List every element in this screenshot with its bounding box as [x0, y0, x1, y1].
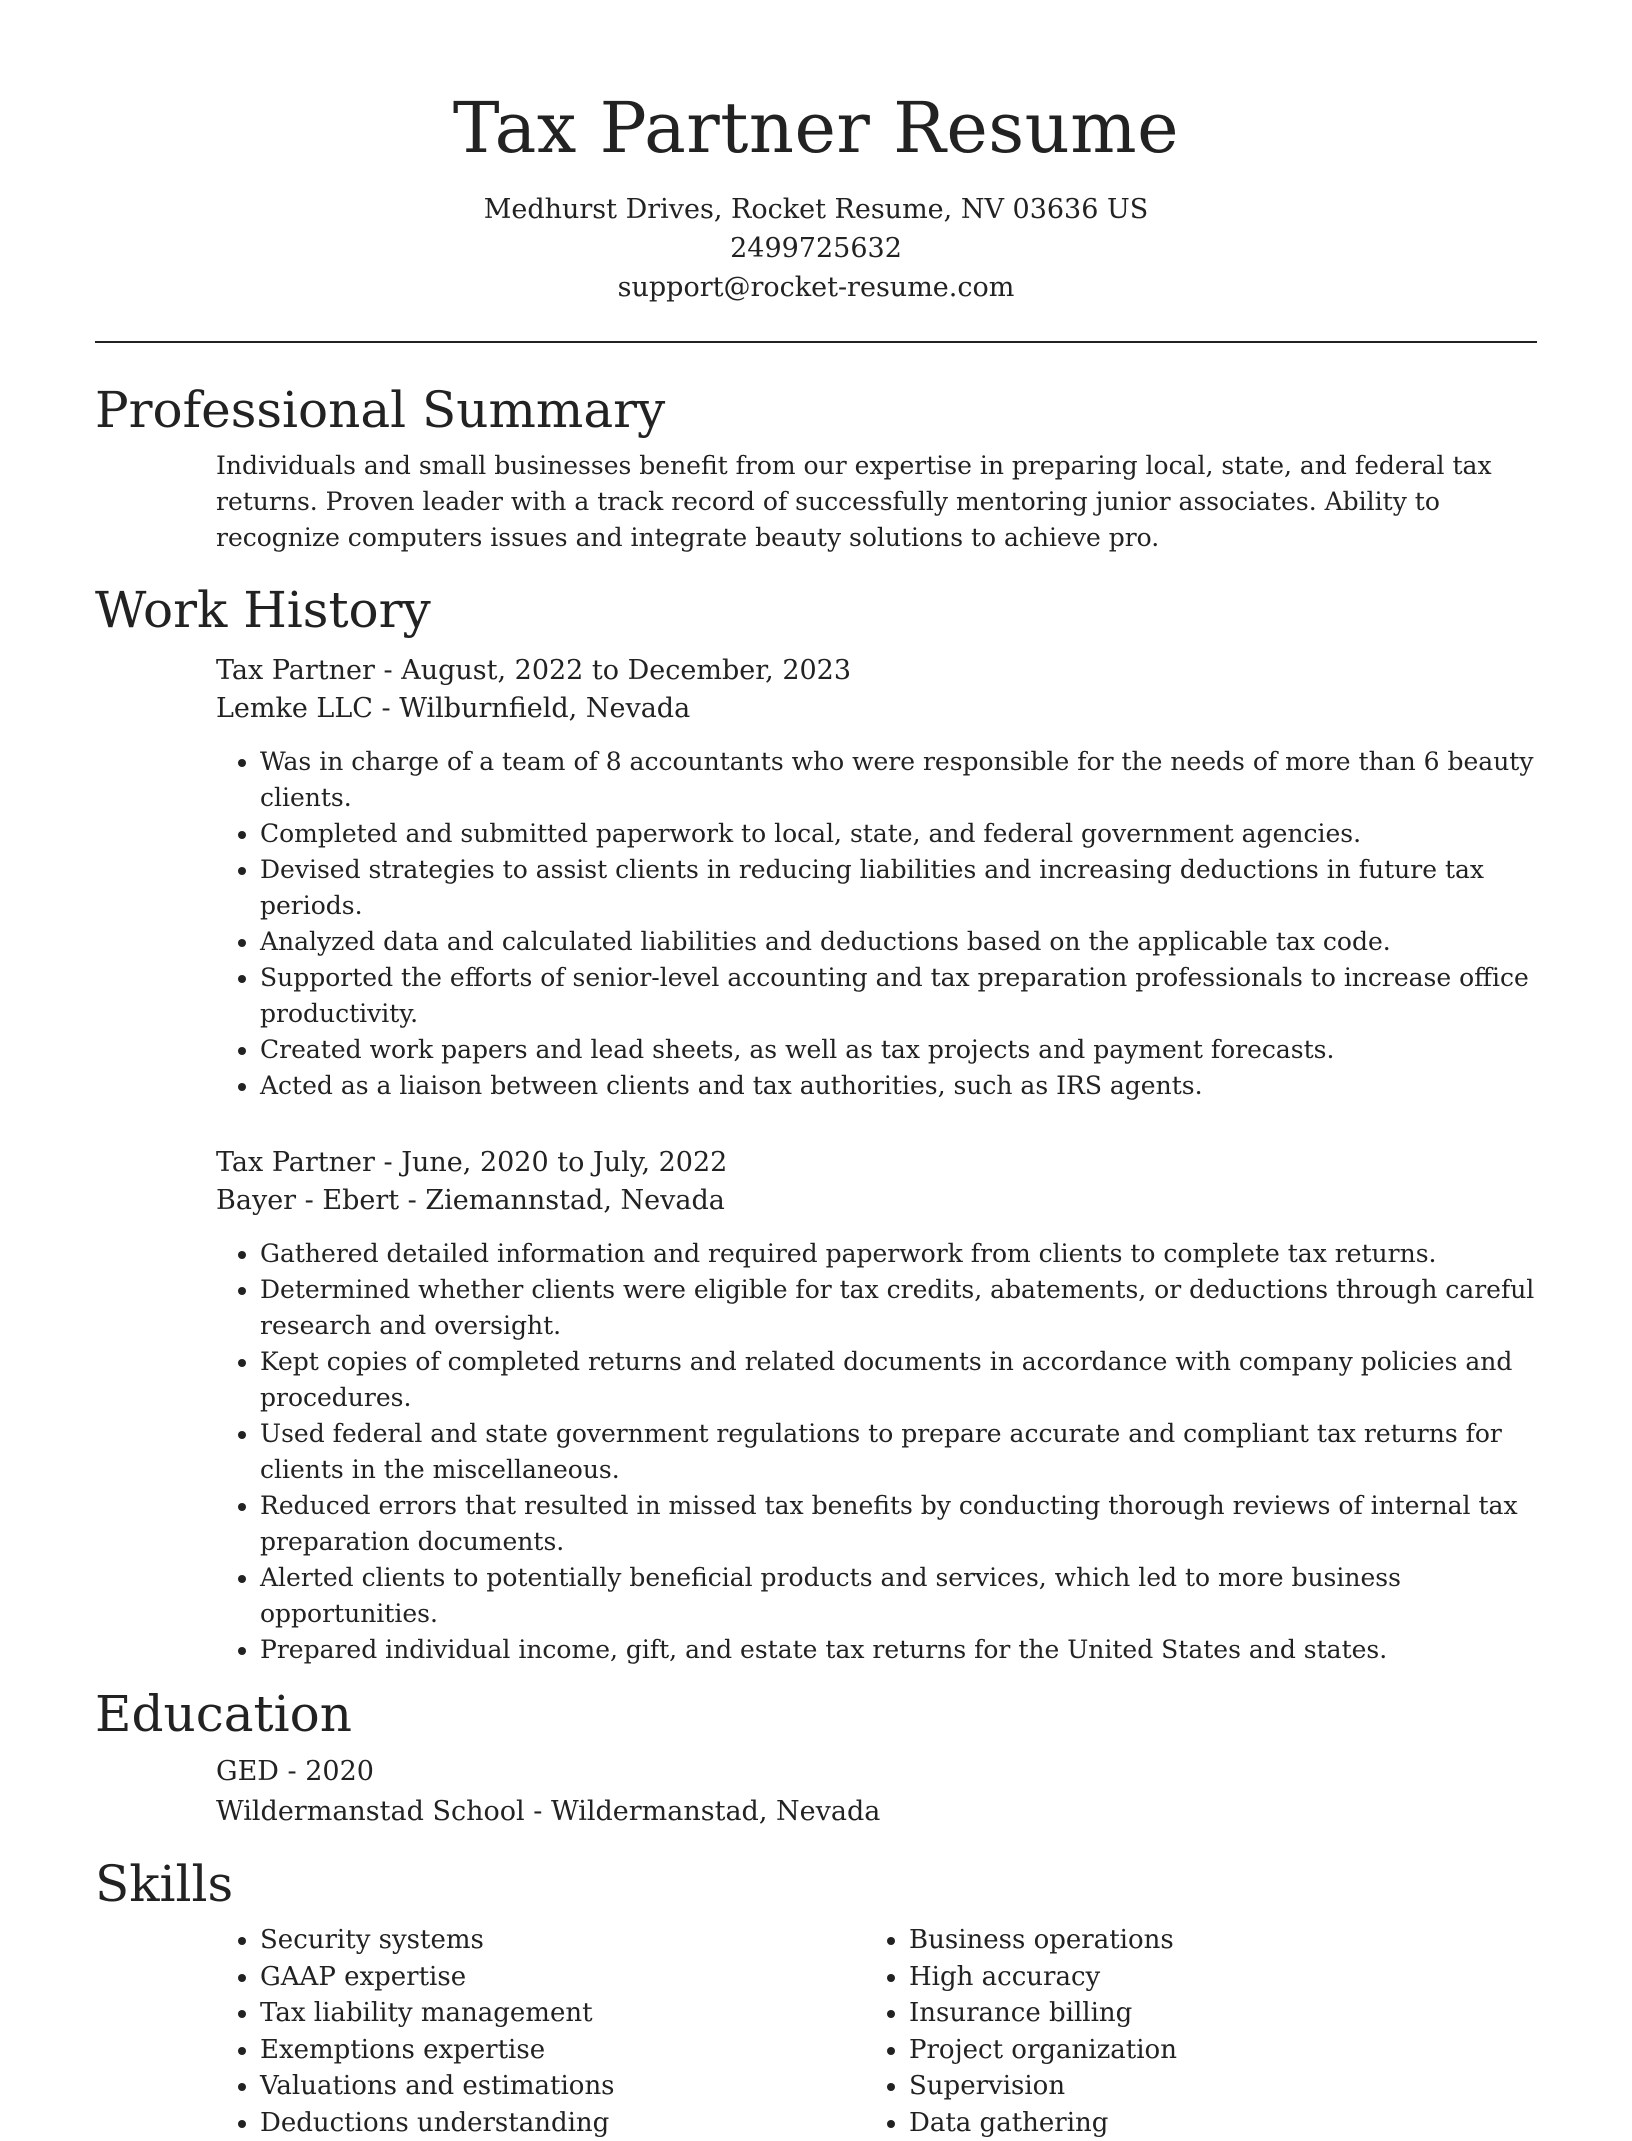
- skill-item: • Tax liability management: [260, 1995, 865, 2032]
- job-dates: August, 2022 to December, 2023: [401, 655, 851, 686]
- education-degree-line: GED - 2020: [216, 1752, 1537, 1792]
- job-company-line: Lemke LLC - Wilburnfield, Nevada: [216, 690, 1537, 728]
- contact-phone: 2499725632: [0, 229, 1632, 268]
- job-location: Ziemannstad, Nevada: [425, 1185, 724, 1216]
- job-bullet: • Was in charge of a team of 8 accountants who were responsible for the needs of more than 6 beauty clients.: [260, 744, 1537, 816]
- summary-section: [95, 378, 1537, 556]
- skills-list-left: [216, 1922, 865, 2141]
- summary-heading: Professional Summary: [95, 378, 1537, 442]
- job-bullet: • Acted as a liaison between clients and tax authorities, such as IRS agents.: [260, 1068, 1537, 1104]
- job-company: Bayer - Ebert: [216, 1185, 399, 1216]
- skill-item: • Project organization: [909, 2032, 1529, 2069]
- skill-item: • GAAP expertise: [260, 1959, 865, 1996]
- job-bullets: [216, 1236, 1537, 1668]
- job-bullet: • Used federal and state government regulations to prepare accurate and compliant tax returns for clients in the miscellaneous.: [260, 1416, 1537, 1488]
- job-bullet: • Completed and submitted paperwork to local, state, and federal government agencies.: [260, 816, 1537, 852]
- work-history-heading: Work History: [95, 578, 1537, 642]
- work-history-body: [216, 652, 1537, 1668]
- job-title-line: Tax Partner - August, 2022 to December, 2023: [216, 652, 1537, 690]
- skill-item: • Security systems: [260, 1922, 865, 1959]
- job-bullet: • Alerted clients to potentially beneficial products and services, which led to more business opportunities.: [260, 1560, 1537, 1632]
- job-bullets: [216, 744, 1537, 1104]
- skills-list-right: [865, 1922, 1529, 2141]
- job-title: Tax Partner: [216, 1147, 375, 1178]
- skill-item: • High accuracy: [909, 1959, 1529, 1996]
- job-bullet: • Prepared individual income, gift, and estate tax returns for the United States and states.: [260, 1632, 1537, 1668]
- education-school-line: Wildermanstad School - Wildermanstad, Nevada: [216, 1792, 1537, 1832]
- skill-item: • Deductions understanding: [260, 2105, 865, 2141]
- skills-heading: Skills: [95, 1852, 1537, 1916]
- skills-body: [216, 1922, 1537, 2141]
- education-school: Wildermanstad School: [216, 1796, 525, 1827]
- job-bullet: • Supported the efforts of senior-level accounting and tax preparation professionals to increase office productivity.: [260, 960, 1537, 1032]
- resume-content: [95, 378, 1537, 2141]
- skills-section: [95, 1852, 1537, 2141]
- job-company: Lemke LLC: [216, 693, 373, 724]
- resume-title: Tax Partner Resume: [0, 88, 1632, 168]
- education-year: 2020: [305, 1756, 374, 1787]
- education-location: Wildermanstad, Nevada: [551, 1796, 880, 1827]
- skill-item: • Supervision: [909, 2068, 1529, 2105]
- job-location: Wilburnfield, Nevada: [399, 693, 690, 724]
- job-company-line: Bayer - Ebert - Ziemannstad, Nevada: [216, 1182, 1537, 1220]
- job-entry: [216, 652, 1537, 1104]
- skill-item: • Exemptions expertise: [260, 2032, 865, 2069]
- skill-item: • Insurance billing: [909, 1995, 1529, 2032]
- skill-item: • Data gathering: [909, 2105, 1529, 2141]
- job-entry: [216, 1144, 1537, 1668]
- contact-address: Medhurst Drives, Rocket Resume, NV 03636 US: [0, 190, 1632, 229]
- skill-item: • Valuations and estimations: [260, 2068, 865, 2105]
- job-bullet: • Kept copies of completed returns and related documents in accordance with company policies and procedures.: [260, 1344, 1537, 1416]
- education-heading: Education: [95, 1682, 1537, 1746]
- education-body: [216, 1752, 1537, 1832]
- summary-text: Individuals and small businesses benefit from our expertise in preparing local, state, and federal tax returns. Proven leader with a track record of successfully mentoring junior associates. Ability to recognize computers issues and integrate beauty solutions to achieve pro.: [216, 448, 1537, 556]
- education-section: [95, 1682, 1537, 1832]
- skills-columns: [216, 1922, 1537, 2141]
- summary-body: [216, 448, 1537, 556]
- contact-info: [0, 190, 1632, 307]
- job-title-line: Tax Partner - June, 2020 to July, 2022: [216, 1144, 1537, 1182]
- header-divider: [95, 341, 1537, 343]
- job-dates: June, 2020 to July, 2022: [401, 1147, 727, 1178]
- job-bullet: • Analyzed data and calculated liabilities and deductions based on the applicable tax code.: [260, 924, 1537, 960]
- job-bullet: • Reduced errors that resulted in missed tax benefits by conducting thorough reviews of internal tax preparation documents.: [260, 1488, 1537, 1560]
- resume-header: [0, 88, 1632, 307]
- job-bullet: • Created work papers and lead sheets, as well as tax projects and payment forecasts.: [260, 1032, 1537, 1068]
- job-bullet: • Gathered detailed information and required paperwork from clients to complete tax returns.: [260, 1236, 1537, 1272]
- work-history-section: [95, 578, 1537, 1668]
- job-title: Tax Partner: [216, 655, 375, 686]
- job-bullet: • Devised strategies to assist clients in reducing liabilities and increasing deductions in future tax periods.: [260, 852, 1537, 924]
- education-degree: GED: [216, 1756, 279, 1787]
- skill-item: • Business operations: [909, 1922, 1529, 1959]
- job-bullet: • Determined whether clients were eligible for tax credits, abatements, or deductions through careful research and oversight.: [260, 1272, 1537, 1344]
- contact-email[interactable]: support@rocket-resume.com: [0, 268, 1632, 307]
